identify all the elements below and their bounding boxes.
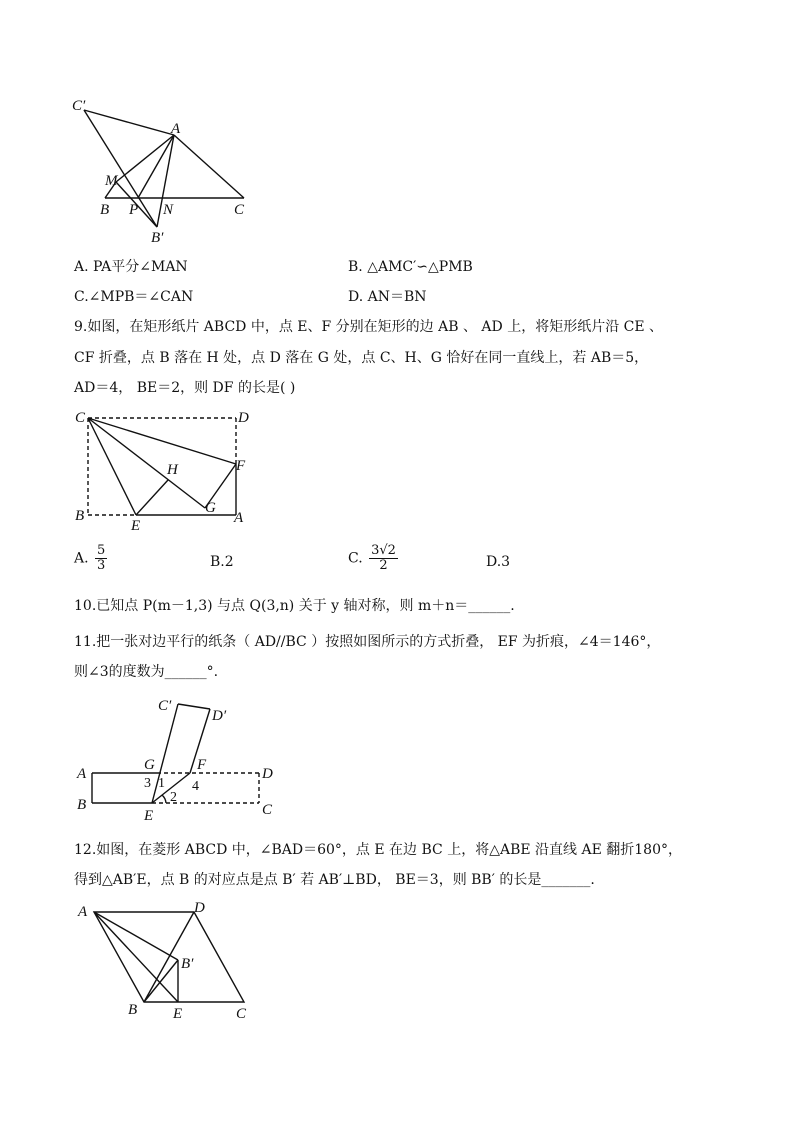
q11-angle-3-label: 3 <box>144 776 151 791</box>
q11-angle-2-arc <box>162 795 166 803</box>
q12-figure <box>64 896 274 1026</box>
q8-option-d: D. AN＝BN <box>348 289 427 305</box>
q9-label-F: F <box>236 458 246 474</box>
q11-seg-E-Cp <box>152 704 178 803</box>
q8-label-A: A <box>171 121 181 137</box>
q9-option-a <box>74 544 107 573</box>
q9-label-H: H <box>167 462 178 478</box>
q9-stem-line-1: 9.如图，在矩形纸片 ABCD 中，点 E、F 分别在矩形的边 AB 、 AD 上，将矩形纸片沿 CE 、 <box>74 319 664 335</box>
q8-label-Cp: C′ <box>72 98 86 114</box>
q8-label-P: P <box>129 202 139 218</box>
q8-option-b: B. △AMC′∽△PMB <box>348 259 473 275</box>
q11-label-G: G <box>144 757 155 773</box>
q9-option-d: D.3 <box>486 554 511 570</box>
q11-angle-1-label: 1 <box>158 776 165 791</box>
q9-option-a-prefix: A. <box>74 550 89 567</box>
q12-label-C: C <box>236 1006 247 1022</box>
q11-stem-line-1: 11.把一张对边平行的纸条（ AD//BC ）按照如图所示的方式折叠， EF 为折痕，∠4＝146°， <box>74 634 661 650</box>
q9-label-C: C <box>75 410 86 426</box>
q8-figure <box>60 90 270 250</box>
q12-label-B: B <box>128 1002 138 1018</box>
q9-stem-line-3: AD＝4， BE＝2，则 DF 的长是( ) <box>74 380 296 396</box>
q11-label-D: D <box>262 766 273 782</box>
q8-seg-A-C <box>174 135 244 198</box>
q12-label-D: D <box>194 900 205 916</box>
q8-option-c: C.∠MPB＝∠CAN <box>74 289 194 305</box>
q12-stem-line-2: 得到△AB′E，点 B 的对应点是点 B′ 若 AB′⊥BD， BE＝3，则 BB′ 的长是_______. <box>74 872 595 888</box>
q11-label-E: E <box>144 808 154 824</box>
q9-option-b: B.2 <box>210 554 234 570</box>
q8-label-Bp: B′ <box>151 230 164 246</box>
q9-option-a-fraction <box>95 544 107 573</box>
q9-stem-line-2: CF 折叠，点 B 落在 H 处，点 D 落在 G 处，点 C、H、G 恰好在同一直线上，若 AB＝5， <box>74 350 649 366</box>
q9-figure <box>68 402 268 532</box>
q9-seg-C-F <box>88 418 236 464</box>
q12-stem-line-1: 12.如图，在菱形 ABCD 中，∠BAD＝60°，点 E 在边 BC 上，将△ABE 沿直线 AE 翻折180°， <box>74 842 682 858</box>
q9-option-c-denominator: 2 <box>379 558 388 573</box>
q8-label-C: C <box>234 202 245 218</box>
q9-option-c-numerator: 3√2 <box>371 543 396 558</box>
q10-stem: 10.已知点 P(m－1,3) 与点 Q(3,n) 关于 y 轴对称，则 m＋n＝______. <box>74 598 515 614</box>
q9-label-E: E <box>131 518 141 534</box>
q9-option-c <box>348 544 398 573</box>
q8-seg-A-M <box>116 135 174 182</box>
q9-option-c-prefix: C. <box>348 550 363 567</box>
q9-label-D: D <box>238 410 249 426</box>
q11-seg-Cp-Dp <box>178 704 210 709</box>
q12-label-Bp: B′ <box>181 956 194 972</box>
q9-label-B: B <box>75 508 85 524</box>
q9-label-G: G <box>205 500 216 516</box>
q9-seg-C-G <box>88 418 205 508</box>
q9-seg-E-H <box>136 480 168 515</box>
q11-label-F: F <box>197 757 207 773</box>
q8-label-B: B <box>100 202 110 218</box>
q9-option-a-denominator: 3 <box>97 558 106 573</box>
q9-seg-C-E <box>88 418 136 515</box>
q9-option-c-fraction <box>369 544 398 573</box>
q8-label-M: M <box>105 173 118 189</box>
q11-label-Dp: D′ <box>212 708 227 724</box>
q11-angle-2-label: 2 <box>170 790 177 805</box>
q11-label-A: A <box>77 766 87 782</box>
q12-label-A: A <box>78 904 88 920</box>
q11-figure <box>72 692 292 822</box>
q11-label-B: B <box>77 797 87 813</box>
q11-label-Cp: C′ <box>158 698 172 714</box>
q8-label-N: N <box>163 202 174 218</box>
q8-option-a: A. PA平分∠MAN <box>74 259 188 275</box>
q11-angle-4-label: 4 <box>192 779 199 794</box>
q11-label-C: C <box>262 802 273 818</box>
q11-stem-line-2: 则∠3的度数为______°. <box>74 664 219 680</box>
q9-option-a-numerator: 5 <box>97 543 106 558</box>
q9-label-A: A <box>234 510 244 526</box>
q12-label-E: E <box>173 1006 183 1022</box>
